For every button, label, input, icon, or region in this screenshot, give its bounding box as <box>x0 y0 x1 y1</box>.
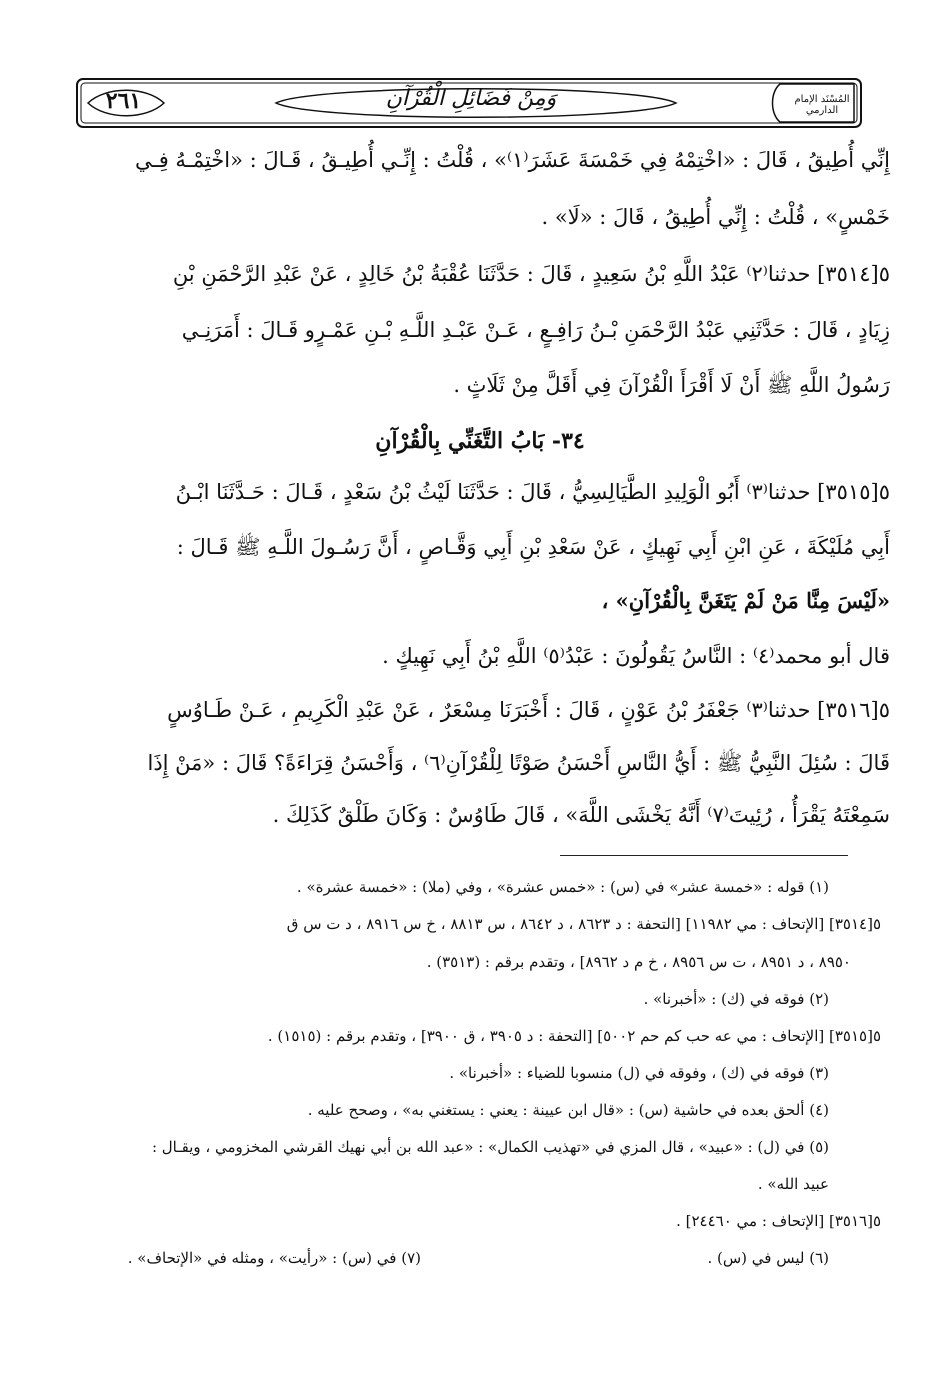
text-line: رَسُولُ اللَّهِ ﷺ أَنْ لَا أَقْرَأَ الْقُرْآنَ فِي أَقَلَّ مِنْ ثَلَاثٍ . <box>453 373 890 397</box>
footnote: (٧) في (س) : «رأيت» ، ومثله في «الإتحاف» . <box>127 1249 421 1267</box>
footnote: (٦) ليس في (س) . <box>707 1249 829 1267</box>
footnote: ٥[٣٥١٦] [الإتحاف : مي ٢٤٤٦٠] . <box>676 1212 881 1230</box>
text-line: سَمِعْتَهُ يَقْرَأُ ، رُئِيتَ⁽٧⁾ أَنَّهُ يَخْشَى اللَّهَ» ، قَالَ طَاوُسٌ : وَكَانَ طَلْقٌ كَذَلِكَ . <box>272 803 890 827</box>
footnote: ٥[٣٥١٥] [الإتحاف : مي عه حب كم حم ٥٠٠٢] [التحفة : د ٣٩٠٥ ، ق ٣٩٠٠] ، وتقدم برقم : (١٥١٥) . <box>267 1027 881 1045</box>
text-line: «لَيْسَ مِنَّا مَنْ لَمْ يَتَغَنَّ بِالْقُرْآنِ» ، <box>601 588 890 613</box>
page-number: ٢٦١ <box>105 88 142 114</box>
hadith-3514-line: ٥[٣٥١٤] حدثنا⁽٢⁾ عَبْدُ اللَّهِ بْنُ سَعِيدٍ ، قَالَ : حَدَّثَنَا عُقْبَةُ بْنُ خَالِدٍ ، عَنْ عَبْدِ الرَّحْمَنِ بْنِ <box>172 262 890 286</box>
text-line: أَبِي مُلَيْكَةَ ، عَنِ ابْنِ أَبِي نَهِيكٍ ، عَنْ سَعْدِ بْنِ أَبِي وَقَّـاصٍ ، أَنَّ رَسُـولَ اللَّـهِ ﷺ قَـالَ : <box>176 535 890 559</box>
text-line: قَالَ : سُئِلَ النَّبِيُّ ﷺ : أَيُّ النَّاسِ أَحْسَنُ صَوْتًا لِلْقُرْآنِ⁽٦⁾ ، وَأَحْسَنُ قِرَاءَةً؟ قَالَ : «مَنْ إِذَا <box>147 751 890 775</box>
hadith-3515-line: ٥[٣٥١٥] حدثنا⁽٣⁾ أَبُو الْوَلِيدِ الطَّيَالِسِيُّ ، قَالَ : حَدَّثَنَا لَيْثُ بْنُ سَعْدٍ ، قَـالَ : حَـدَّثَنَا ابْـنُ <box>175 480 890 504</box>
header-title: وَمِنْ فَضَائِلِ الْقُرْآنِ <box>385 86 557 111</box>
footnote: (٤) ألحق بعده في حاشية (س) : «قال ابن عيينة : يعني : يستغني به» ، وصحح عليه . <box>307 1101 829 1119</box>
logo-text: المُسْنَد الإمام الدارمي <box>794 94 850 116</box>
footnote: (٣) فوقه في (ك) ، وفوقه في (ل) منسوبا للضياء : «أخبرنا» . <box>449 1064 829 1082</box>
footnote-separator <box>560 855 848 856</box>
footnote: (٥) في (ل) : «عبيد» ، قال المزي في «تهذيب الكمال» : «عبد الله بن أبي نهيك القرشي المخزومي ، ويقـال : <box>151 1138 829 1156</box>
text-line: خَمْسٍ» ، قُلْتُ : إِنِّي أُطِيقُ ، قَالَ : «لَا» . <box>541 205 890 229</box>
text-line: إِنِّي أُطِيقُ ، قَالَ : «اخْتِمْهُ فِي خَمْسَةَ عَشَرَ⁽١⁾» ، قُلْتُ : إِنِّـي أُطِيـقُ ، قَـالَ : «اخْتِمْـهُ فِـي <box>135 148 890 172</box>
footnote: (٢) فوقه في (ك) : «أخبرنا» . <box>643 990 829 1008</box>
text-line: زِيَادٍ ، قَالَ : حَدَّثَنِي عَبْدُ الرَّحْمَنِ بْـنُ رَافِـعٍ ، عَـنْ عَبْـدِ اللَّـهِ بْـنِ عَمْـرٍو قَـالَ : أَمَرَنِـي <box>181 318 890 342</box>
footnote: عبيد الله» . <box>757 1175 829 1193</box>
footnote: ٨٩٥٠ ، د ٨٩٥١ ، ت س ٨٩٥٦ ، خ م د ٨٩٦٢] ، وتقدم برقم : (٣٥١٣) . <box>426 953 851 971</box>
hadith-3516-line: ٥[٣٥١٦] حدثنا⁽٣⁾ جَعْفَرُ بْنُ عَوْنٍ ، قَالَ : أَخْبَرَنَا مِسْعَرٌ ، عَنْ عَبْدِ الْكَرِيمِ ، عَـنْ طَـاوُسٍ <box>167 698 890 722</box>
text-line: قال أبو محمد⁽٤⁾ : النَّاسُ يَقُولُونَ : عَبْدُ⁽٥⁾ اللَّهِ بْنُ أَبِي نَهِيكٍ . <box>382 644 890 668</box>
footnote: ٥[٣٥١٤] [الإتحاف : مي ١١٩٨٢] [التحفة : د ٨٦٢٣ ، د ٨٦٤٢ ، س ٨٨١٣ ، خ س ٨٩١٦ ، د ت س ق <box>286 915 881 933</box>
chapter-heading: ٣٤- بَابُ التَّغَنِّي بِالْقُرْآنِ <box>375 428 585 454</box>
footnote: (١) قوله : «خمسة عشر» في (س) : «خمس عشرة» ، وفي (ملا) : «خمسة عشرة» . <box>296 878 829 896</box>
